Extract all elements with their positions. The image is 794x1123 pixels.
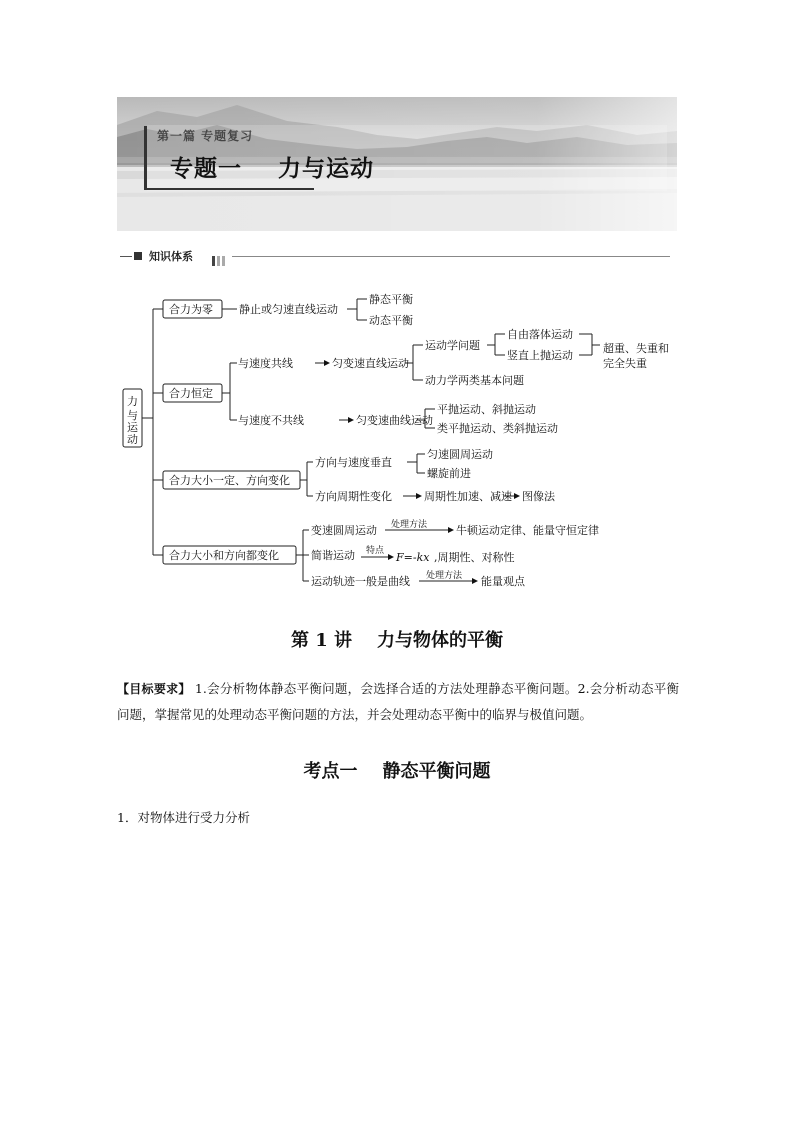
method-label-2: 处理方法 <box>426 571 463 581</box>
branch-zero-label: 合力为零 <box>169 303 213 316</box>
shm-props: ,周期性、对称性 <box>434 551 515 564</box>
direction-perpendicular: 方向与速度垂直 <box>315 456 392 469</box>
constant-collinear-motion: 匀变速直线运动 <box>332 357 409 370</box>
variable-circular: 变速圆周运动 <box>311 524 377 537</box>
branch-direction-label: 合力大小一定、方向变化 <box>169 474 290 487</box>
free-fall: 自由落体运动 <box>507 328 573 341</box>
goals-text: 1.会分析物体静态平衡问题，会选择合适的方法处理静态平衡问题。2.会分析动态平衡问题，掌握常见的处理动态平衡问题的方法，并会处理动态平衡中的临界与极值问题。 <box>117 681 679 722</box>
square-bullet-icon <box>134 252 142 260</box>
feature-label: 特点 <box>366 546 385 556</box>
header-rule-left <box>120 256 132 257</box>
root-label-4: 动 <box>127 433 138 446</box>
part-label: 第一篇 专题复习 <box>157 129 254 143</box>
keypoint-title: 考点一 静态平衡问题 <box>303 761 491 782</box>
topic-title: 专题一 力与运动 <box>170 156 375 182</box>
section-label: 知识体系 <box>149 250 193 263</box>
bars-ornament-icon <box>212 251 227 270</box>
zero-motion: 静止或匀速直线运动 <box>239 303 338 316</box>
zero-result-static: 静态平衡 <box>369 293 413 306</box>
vertical-throw: 竖直上抛运动 <box>507 349 573 362</box>
constant-noncollinear-motion: 匀变速曲线运动 <box>356 414 433 427</box>
knowledge-diagram <box>117 285 687 600</box>
uniform-circular: 匀速圆周运动 <box>427 448 493 461</box>
header-rule-right <box>232 256 670 257</box>
branch-constant-label: 合力恒定 <box>169 387 213 400</box>
shm-formula: F=-kx <box>396 551 430 564</box>
constant-noncollinear: 与速度不共线 <box>238 414 304 427</box>
projectile-motion: 平抛运动、斜抛运动 <box>437 403 536 416</box>
root-label-1: 力 <box>127 395 138 408</box>
dynamics-problem: 动力学两类基本问题 <box>425 374 524 387</box>
curve-trajectory: 运动轨迹一般是曲线 <box>311 575 410 588</box>
energy-view: 能量观点 <box>481 575 525 588</box>
graph-method: 图像法 <box>522 490 555 503</box>
spiral: 螺旋前进 <box>427 467 471 480</box>
method-label-1: 处理方法 <box>391 520 428 530</box>
banner-accent-bar <box>144 126 147 190</box>
circular-result: 牛顿运动定律、能量守恒定律 <box>456 524 599 537</box>
list-item: 1．对物体进行受力分析 <box>117 810 250 825</box>
goals-tag: 【目标要求】 <box>117 682 191 696</box>
root-label-2: 与 <box>127 409 138 422</box>
branch-both-label: 合力大小和方向都变化 <box>169 549 279 562</box>
root-label-3: 运 <box>127 421 138 434</box>
zero-result-dynamic: 动态平衡 <box>369 314 413 327</box>
lesson-title: 第 1 讲 力与物体的平衡 <box>290 630 504 651</box>
knowledge-system-header <box>120 248 670 266</box>
kinematics-problem: 运动学问题 <box>425 339 480 352</box>
banner-underline <box>144 188 314 190</box>
quasi-projectile: 类平抛运动、类斜抛运动 <box>437 422 558 435</box>
shm: 简谐运动 <box>311 549 355 562</box>
overweight-2: 完全失重 <box>603 357 647 370</box>
periodic-result: 周期性加速、减速 <box>424 490 512 503</box>
direction-periodic: 方向周期性变化 <box>315 490 392 503</box>
goals-paragraph <box>117 676 679 728</box>
constant-collinear: 与速度共线 <box>238 357 293 370</box>
overweight-1: 超重、失重和 <box>603 342 669 355</box>
